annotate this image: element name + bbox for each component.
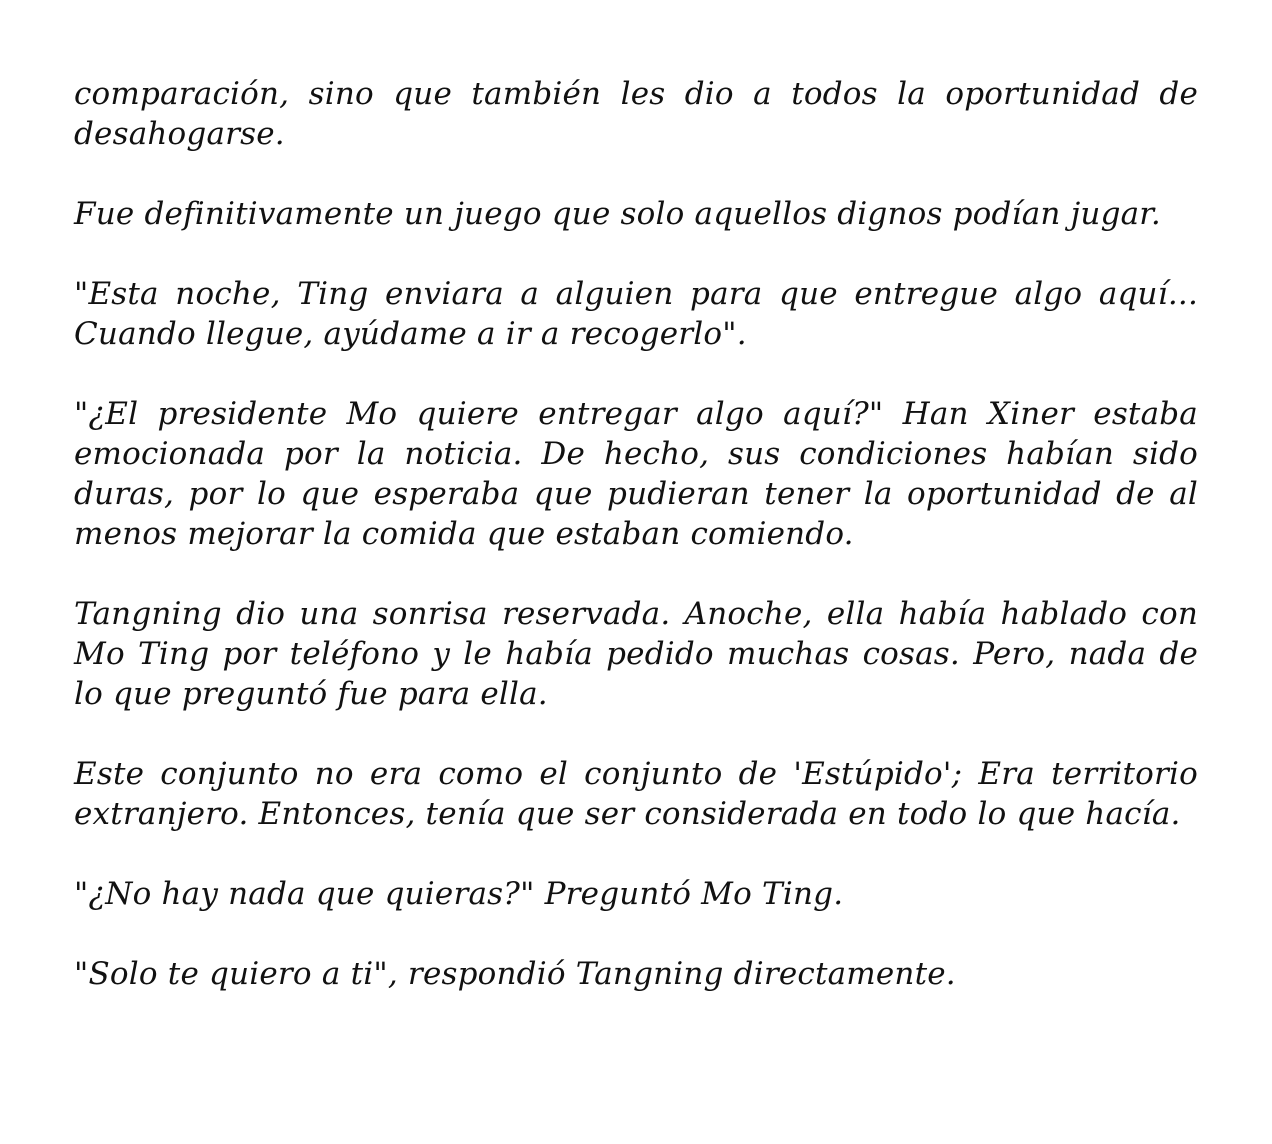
paragraph-8: "Solo te quiero a ti", respondió Tangning directamente.	[74, 956, 956, 992]
paragraph-7: "¿No hay nada que quieras?" Preguntó Mo Ting.	[74, 876, 844, 912]
document-page	[74, 74, 1198, 994]
paragraph-4: "¿El presidente Mo quiere entregar algo aquí?" Han Xiner estaba emocionada por la noticia. De hecho, sus condiciones habían sido duras, por lo que esperaba que pudieran tener la oportunidad de al menos mejorar la comida que estaban comiendo.	[74, 396, 1198, 552]
paragraph-5: Tangning dio una sonrisa reservada. Anoche, ella había hablado con Mo Ting por teléfono y le había pedido muchas cosas. Pero, nada de lo que preguntó fue para ella.	[74, 596, 1198, 712]
paragraph-2: Fue definitivamente un juego que solo aquellos dignos podían jugar.	[74, 196, 1161, 232]
paragraph-6: Este conjunto no era como el conjunto de 'Estúpido'; Era territorio extranjero. Entonces, tenía que ser considerada en todo lo que hacía.	[74, 756, 1198, 832]
paragraph-3: "Esta noche, Ting enviara a alguien para que entregue algo aquí... Cuando llegue, ayúdame a ir a recogerlo".	[74, 276, 1198, 352]
paragraph-1: comparación, sino que también les dio a todos la oportunidad de desahogarse.	[74, 76, 1198, 152]
